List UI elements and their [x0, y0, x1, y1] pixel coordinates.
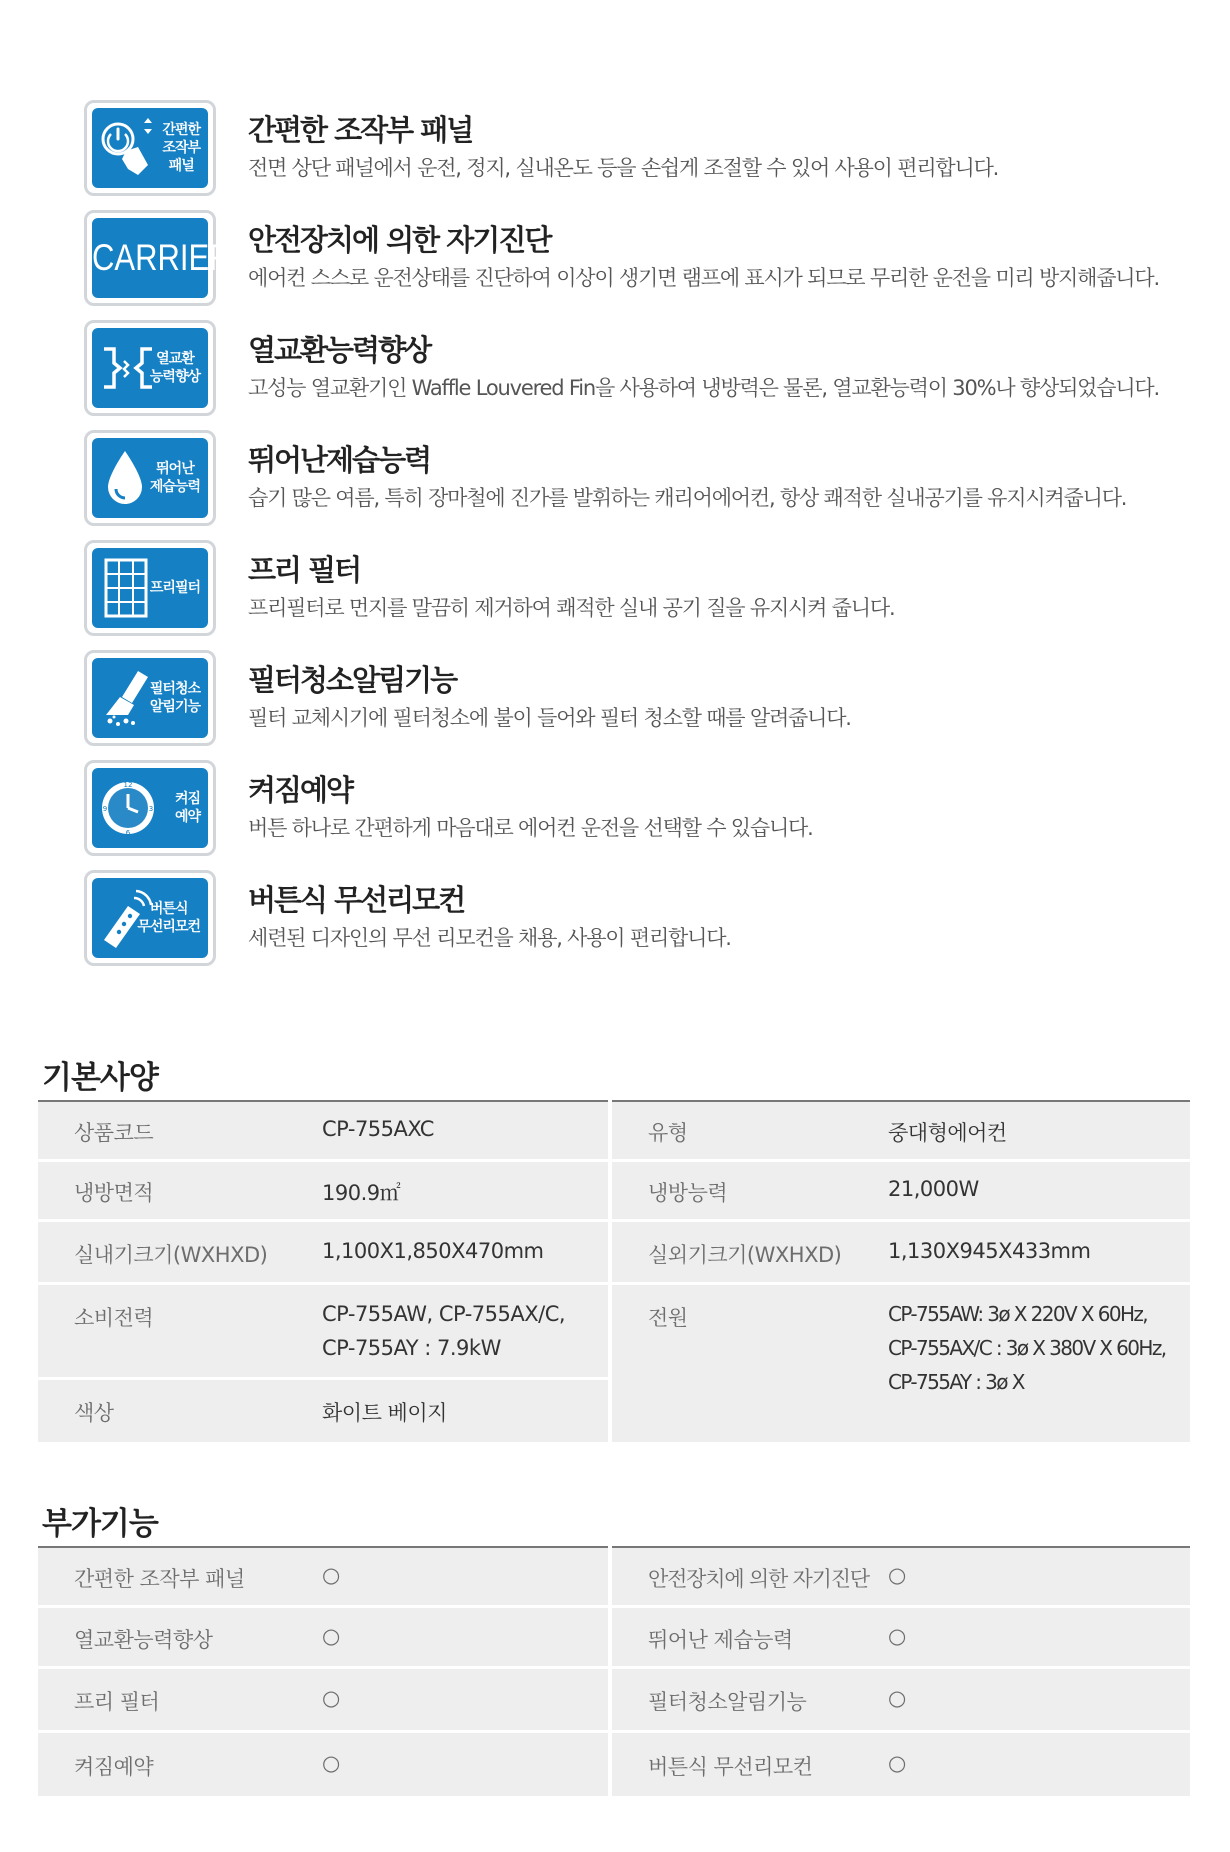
- feature-badge: [84, 650, 216, 746]
- feature-item: [0, 540, 1230, 640]
- feature-item: [0, 100, 1230, 200]
- spec-value: 화이트 베이지: [322, 1401, 447, 1425]
- feature-mark: ○: [888, 1563, 906, 1587]
- spec-value-line: CP-755AW: 3ø X 220V X 60Hz,: [888, 1302, 1148, 1326]
- spec-value-line: CP-755AX/C : 3ø X 380V X 60Hz,: [888, 1336, 1166, 1360]
- feature-mark: ○: [888, 1624, 906, 1648]
- feature-description: 프리필터로 먼지를 말끔히 제거하여 쾌적한 실내 공기 질을 유지시켜 줍니다.: [248, 596, 895, 620]
- basic-spec-table: [38, 1100, 1190, 1442]
- spec-label: 상품코드: [74, 1121, 154, 1145]
- feature-title: 켜짐예약: [248, 773, 353, 807]
- feature-title: 안전장치에 의한 자기진단: [248, 223, 551, 257]
- badge-label: 간편한 조작부 패널: [162, 122, 200, 174]
- feature-label: 버튼식 무선리모컨: [648, 1755, 813, 1779]
- basic-spec-title: 기본사양: [42, 1060, 158, 1096]
- feature-mark: ○: [888, 1686, 906, 1710]
- spec-value: 1,130X945X433mm: [888, 1239, 1091, 1263]
- badge-label: 필터청소 알림기능: [149, 681, 200, 715]
- feature-badge: [84, 540, 216, 636]
- spec-value-line: CP-755AY : 3ø X: [888, 1370, 1024, 1394]
- feature-badge: [84, 100, 216, 196]
- feature-item: [0, 870, 1230, 970]
- feature-item: [0, 650, 1230, 750]
- feature-label: 열교환능력향상: [74, 1628, 213, 1652]
- badge-label: 프리필터: [149, 580, 200, 596]
- svg-text:6: 6: [125, 829, 131, 837]
- feature-badge: [84, 320, 216, 416]
- feature-label: 뛰어난 제습능력: [648, 1628, 793, 1652]
- feature-badge: [84, 870, 216, 966]
- feature-item: [0, 430, 1230, 530]
- clock-icon: [98, 778, 158, 838]
- feature-title: 프리 필터: [248, 553, 361, 587]
- feature-title: 필터청소알림기능: [248, 663, 457, 697]
- extra-features-table: [38, 1546, 1190, 1796]
- power-touch-icon: [98, 115, 154, 181]
- feature-mark: ○: [322, 1751, 340, 1775]
- spec-label: 실내기크기(WXHXD): [74, 1243, 268, 1267]
- spec-label: 유형: [648, 1121, 688, 1145]
- spec-value-line: CP-755AW, CP-755AX/C,: [322, 1302, 566, 1326]
- badge-label: 뛰어난 제습능력: [149, 461, 200, 495]
- feature-label: 안전장치에 의한 자기진단: [648, 1567, 869, 1591]
- feature-badge: [84, 430, 216, 526]
- spec-label: 소비전력: [74, 1306, 154, 1330]
- spec-value: 190.9㎡: [322, 1181, 401, 1205]
- feature-title: 뛰어난제습능력: [248, 443, 431, 477]
- water-drop-icon: [98, 445, 152, 511]
- spec-label: 전원: [648, 1306, 688, 1330]
- feature-title: 버튼식 무선리모컨: [248, 883, 465, 917]
- feature-label: 켜짐예약: [74, 1755, 154, 1779]
- feature-item: [0, 760, 1230, 860]
- feature-description: 전면 상단 패널에서 운전, 정지, 실내온도 등을 손쉽게 조절할 수 있어 사용이 편리합니다.: [248, 156, 999, 180]
- badge-label: 켜짐 예약: [174, 791, 200, 825]
- badge-label: 버튼식 무선리모컨: [137, 901, 200, 935]
- feature-description: 필터 교체시기에 필터청소에 불이 들어와 필터 청소할 때를 알려줍니다.: [248, 706, 851, 730]
- svg-text:9: 9: [102, 805, 108, 813]
- spec-value: 21,000W: [888, 1177, 979, 1201]
- feature-badge: [84, 210, 232, 306]
- spec-value: 1,100X1,850X470mm: [322, 1239, 544, 1263]
- feature-label: 간편한 조작부 패널: [74, 1567, 245, 1591]
- feature-item: [0, 210, 1230, 310]
- feature-label: 프리 필터: [74, 1690, 160, 1714]
- feature-mark: ○: [322, 1686, 340, 1710]
- spec-label: 색상: [74, 1401, 114, 1425]
- spec-value-line: CP-755AY : 7.9kW: [322, 1336, 501, 1360]
- feature-mark: ○: [322, 1563, 340, 1587]
- feature-description: 고성능 열교환기인 Waffle Louvered Fin을 사용하여 냉방력은 물론, 열교환능력이 30%나 향상되었습니다.: [248, 376, 1159, 400]
- feature-mark: ○: [322, 1624, 340, 1648]
- feature-description: 버튼 하나로 간편하게 마음대로 에어컨 운전을 선택할 수 있습니다.: [248, 816, 813, 840]
- filter-grid-icon: [98, 556, 154, 620]
- feature-title: 열교환능력향상: [248, 333, 431, 367]
- svg-text:3: 3: [148, 805, 154, 813]
- carrier-logo: CARRIER: [92, 236, 232, 279]
- feature-description: 에어컨 스스로 운전상태를 진단하여 이상이 생기면 램프에 표시가 되므로 무리한 운전을 미리 방지해줍니다.: [248, 266, 1159, 290]
- feature-description: 세련된 디자인의 무선 리모컨을 채용, 사용이 편리합니다.: [248, 926, 731, 950]
- spec-value: CP-755AXC: [322, 1117, 434, 1141]
- feature-item: [0, 320, 1230, 420]
- feature-description: 습기 많은 여름, 특히 장마철에 진가를 발휘하는 캐리어에어컨, 항상 쾌적한 실내공기를 유지시켜줍니다.: [248, 486, 1127, 510]
- feature-label: 필터청소알림기능: [648, 1690, 807, 1714]
- feature-mark: ○: [888, 1751, 906, 1775]
- spec-label: 냉방면적: [74, 1181, 154, 1205]
- svg-text:12: 12: [123, 781, 133, 789]
- badge-label: 열교환 능력향상: [149, 351, 200, 385]
- feature-badge: [84, 760, 216, 856]
- spec-label: 냉방능력: [648, 1181, 728, 1205]
- feature-title: 간편한 조작부 패널: [248, 113, 473, 147]
- extra-features-title: 부가기능: [42, 1506, 158, 1542]
- spec-value: 중대형에어컨: [888, 1121, 1007, 1145]
- spec-label: 실외기크기(WXHXD): [648, 1243, 842, 1267]
